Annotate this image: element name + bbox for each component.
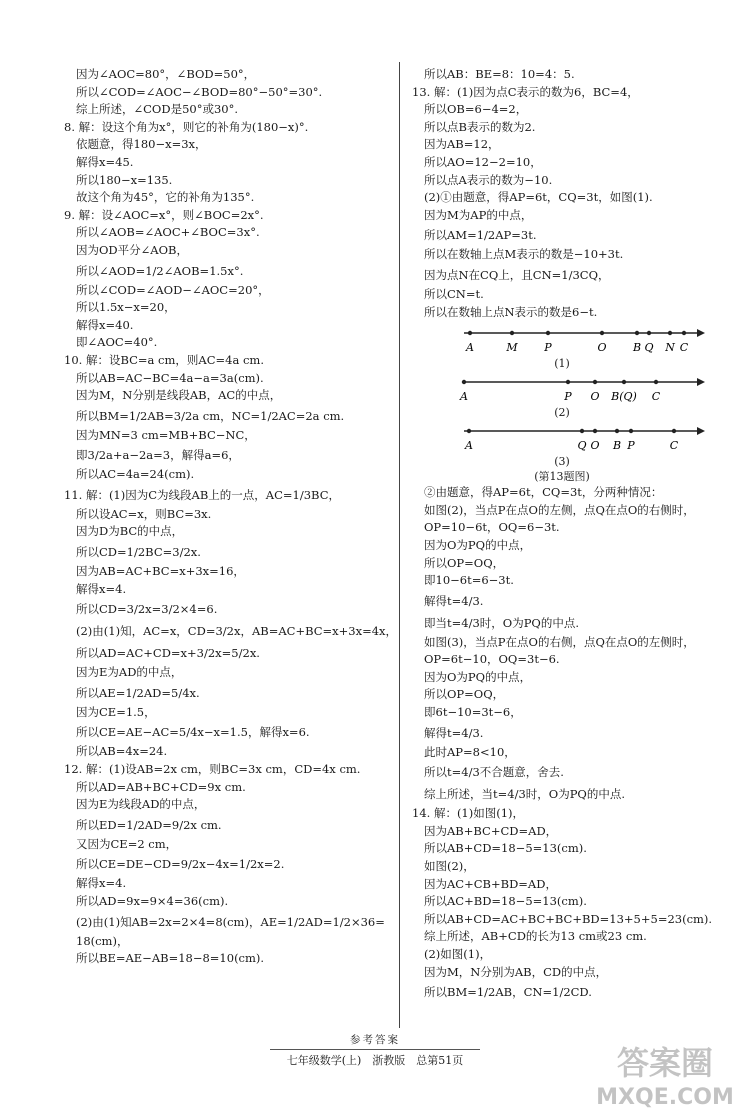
answer-line: 解得x=4. [76, 581, 127, 596]
answer-line: (2)①由题意，得AP=6t，CQ=3t，如图(1). [424, 190, 653, 205]
answer-line: 所以1.5x−x=20， [76, 300, 176, 315]
answer-line: 所以CD=1/2BC=3/2x. [76, 545, 201, 560]
answer-line: 8. 解：设这个角为x°，则它的补角为(180−x)°. [64, 119, 309, 134]
number-line-arrow [697, 427, 705, 435]
point-label: O [597, 341, 607, 355]
answer-line: 所以BE=AE−AB=18−8=10(cm). [76, 951, 265, 966]
point-marker [647, 331, 651, 335]
answer-line: 所以AO=12−2=10， [424, 154, 542, 169]
point-label: Q [577, 439, 587, 453]
number-line-2 [412, 370, 712, 406]
point-label: M [506, 341, 518, 355]
point-label: A [460, 390, 468, 404]
point-marker [546, 331, 550, 335]
right-column-top [412, 66, 712, 321]
point-marker [635, 331, 639, 335]
answer-line: 解得t=4/3. [424, 725, 484, 740]
answer-line: 即6t−10=3t−6， [424, 705, 522, 720]
answer-line: 所以CE=AE−AC=5/4x−x=1.5，解得x=6. [76, 725, 310, 740]
number-line-arrow [697, 329, 705, 337]
answer-line: (2)如图(1)， [424, 947, 492, 961]
answer-line: 所以AD=9x=9×4=36(cm). [76, 894, 229, 908]
number-line-1 [412, 321, 712, 357]
figure-13-2 [412, 370, 712, 419]
answer-line: 又因为CE=2 cm， [76, 836, 178, 851]
answer-line: 所以CN=t. [424, 286, 484, 301]
figure-13-1 [412, 321, 712, 370]
point-label: P [564, 390, 572, 404]
left-column [64, 66, 398, 968]
point-marker [682, 331, 686, 335]
answer-line: 所以ED=1/2AD=9/2x cm. [76, 817, 222, 832]
watermark-text-2: MXQE.COM [596, 1085, 734, 1110]
point-label: B(Q) [611, 390, 637, 404]
point-marker [593, 380, 597, 384]
answer-line: 所以点A表示的数为−10. [424, 172, 553, 187]
point-label: O [590, 390, 600, 404]
answer-line: 因为CE=1.5， [76, 704, 156, 719]
answer-line: 所以在数轴上点M表示的数是−10+3t. [424, 247, 624, 262]
answer-line: 所以AB：BE=8：10=4：5. [424, 67, 575, 81]
answer-line: 9. 解：设∠AOC=x°，则∠BOC=2x°. [64, 207, 264, 222]
answer-line: 解得t=4/3. [424, 593, 484, 608]
answer-line: 14. 解：(1)如图(1)， [412, 806, 525, 821]
point-marker [622, 380, 626, 384]
answer-line: 解得x=45. [76, 154, 134, 169]
answer-line: 因为∠AOC=80°，∠BOD=50°， [76, 67, 256, 81]
answer-line: 所以t=4/3不合题意，舍去. [424, 765, 564, 780]
answer-line: 所以∠COD=∠AOD−∠AOC=20°， [76, 282, 270, 297]
answer-line: (2)由(1)知AB=2x=2×4=8(cm)，AE=1/2AD=1/2×36= [76, 914, 385, 929]
answer-line: 所以OP=OQ， [424, 555, 505, 570]
footer-page-info: 七年级数学(上) 浙教版 总第51页 [286, 1054, 464, 1067]
point-label: A [465, 439, 473, 453]
answer-line: 综上所述，AB+CD的长为13 cm或23 cm. [424, 929, 647, 944]
figure-title: (第13题图) [534, 470, 590, 484]
answer-line: 因为AB=12， [424, 137, 500, 152]
right-column [412, 66, 712, 1003]
answer-line: 解得x=40. [76, 317, 134, 332]
column-divider [399, 62, 400, 1028]
answer-line: 如图(2)， [424, 859, 475, 874]
point-marker [629, 429, 633, 433]
point-marker [672, 429, 676, 433]
answer-line: 所以CD=3/2x=3/2×4=6. [76, 602, 218, 617]
point-marker [580, 429, 584, 433]
point-marker [510, 331, 514, 335]
answer-line: 此时AP=8<10， [424, 744, 516, 759]
answer-line: 所以AB+CD=AC+BC+BC+BD=13+5+5=23(cm). [424, 911, 713, 926]
answer-line: 所以∠AOD=1/2∠AOB=1.5x°. [76, 263, 244, 278]
answer-line: 因为MN=3 cm=MB+BC−NC， [76, 427, 256, 442]
answer-line: 因为O为PQ的中点， [424, 537, 532, 552]
answer-line: 如图(3)，当点P在点O的右侧，点Q在点O的左侧时， [424, 634, 695, 649]
figure-caption-3: (3) [554, 455, 570, 469]
answer-line: 因为E为AD的中点， [76, 665, 183, 680]
answer-line: 因为M，N分别为AB，CD的中点， [424, 964, 608, 979]
point-label: B [612, 439, 622, 453]
point-marker [462, 380, 466, 384]
answer-line: 因为点N在CQ上，且CN=1/3CQ， [424, 267, 610, 282]
point-marker [467, 429, 471, 433]
point-label: C [669, 439, 679, 453]
answer-line: (2)由(1)知，AC=x，CD=3/2x，AB=AC+BC=x+3x=4x， [76, 624, 398, 639]
answer-line: 即10−6t=6−3t. [424, 573, 514, 588]
answer-line: 所以AB=AC−BC=4a−a=3a(cm). [76, 370, 264, 385]
footer-title: 参考答案 [350, 1034, 400, 1046]
answer-line: 所以∠AOB=∠AOC+∠BOC=3x°. [76, 225, 260, 240]
answer-line: 所以AB=4x=24. [76, 744, 168, 759]
answer-line: 13. 解：(1)因为点C表示的数为6，BC=4， [412, 84, 639, 99]
answer-line: 即当t=4/3时，O为PQ的中点. [424, 615, 580, 630]
answer-line: ②由题意，得AP=6t，CQ=3t，分两种情况： [424, 485, 663, 500]
footer-rule [270, 1049, 480, 1050]
answer-line: 10. 解：设BC=a cm，则AC=4a cm. [64, 352, 264, 367]
answer-line: 所以AB+CD=18−5=13(cm). [424, 841, 587, 856]
point-label: C [679, 341, 689, 355]
answer-line: 所以180−x=135. [76, 172, 173, 187]
figure-caption-2: (2) [554, 406, 570, 420]
answer-line: 所以OB=6−4=2， [424, 102, 528, 117]
answer-line: 综上所述，∠COD是50°或30°. [76, 102, 239, 117]
answer-line: 所以AC+BD=18−5=13(cm). [424, 894, 587, 909]
answer-line: 所以AM=1/2AP=3t. [424, 228, 537, 243]
answer-line: 18(cm)， [76, 933, 129, 948]
answer-line: 所以AC=4a=24(cm). [76, 467, 195, 482]
point-label: N [665, 341, 675, 355]
point-label: A [466, 341, 474, 355]
answer-line: 因为AB=AC+BC=x+3x=16， [76, 564, 245, 579]
point-label: P [544, 341, 552, 355]
answer-line: 所以AE=1/2AD=5/4x. [76, 685, 200, 700]
figure-caption-1: (1) [554, 357, 570, 371]
watermark-logo [590, 1036, 740, 1112]
answer-line: 所以CE=DE−CD=9/2x−4x=1/2x=2. [76, 857, 285, 872]
answer-line: 解得x=4. [76, 876, 127, 891]
answer-line: 所以∠COD=∠AOC−∠BOD=80°−50°=30°. [76, 84, 323, 99]
point-marker [566, 380, 570, 384]
number-line-3 [412, 419, 712, 455]
answer-line: 因为M为AP的中点， [424, 207, 533, 222]
point-marker [600, 331, 604, 335]
answer-line: OP=10−6t，OQ=6−3t. [424, 520, 560, 535]
answer-line: 所以AD=AB+BC+CD=9x cm. [76, 779, 246, 794]
answer-line: 所以OP=OQ， [424, 687, 505, 702]
number-line-arrow [697, 378, 705, 386]
point-label: O [590, 439, 600, 453]
watermark-text-1: 答案圈 [616, 1044, 714, 1082]
answer-line: 综上所述，当t=4/3时，O为PQ的中点. [424, 787, 626, 802]
point-marker [668, 331, 672, 335]
answer-line: 如图(2)，当点P在点O的左侧，点Q在点O的右侧时， [424, 502, 695, 517]
answer-line: OP=6t−10，OQ=3t−6. [424, 652, 560, 667]
point-label: B [632, 341, 642, 355]
answer-line: 故这个角为45°，它的补角为135°. [76, 190, 255, 205]
answer-line: 12. 解：(1)设AB=2x cm，则BC=3x cm，CD=4x cm. [64, 762, 361, 777]
answer-line: 依题意，得180−x=3x， [76, 137, 207, 152]
point-label: P [627, 439, 635, 453]
point-marker [654, 380, 658, 384]
answer-line: 因为M，N分别是线段AB，AC的中点， [76, 388, 282, 403]
answer-line: 因为O为PQ的中点， [424, 669, 532, 684]
answer-line: 所以BM=1/2AB=3/2a cm，NC=1/2AC=2a cm. [76, 408, 345, 423]
answer-line: 即3/2a+a−2a=3，解得a=6， [76, 448, 240, 463]
answer-line: 所以点B表示的数为2. [424, 119, 536, 134]
answer-line: 所以BM=1/2AB，CN=1/2CD. [424, 985, 592, 1000]
answer-line: 因为D为BC的中点， [76, 524, 184, 539]
point-label: C [651, 390, 661, 404]
answer-line: 所以AD=AC+CD=x+3/2x=5/2x. [76, 646, 260, 661]
point-label: Q [644, 341, 654, 355]
answer-line: 即∠AOC=40°. [76, 335, 158, 350]
point-marker [593, 429, 597, 433]
answer-line: 因为AC+CB+BD=AD， [424, 876, 557, 891]
answer-line: 因为OD平分∠AOB， [76, 242, 188, 257]
answer-line: 11. 解：(1)因为C为线段AB上的一点，AC=1/3BC， [64, 487, 340, 502]
point-marker [615, 429, 619, 433]
figure-13-3 [412, 419, 712, 468]
answer-line: 所以在数轴上点N表示的数是6−t. [424, 304, 598, 319]
right-column-bottom [412, 484, 712, 1003]
point-marker [468, 331, 472, 335]
answer-line: 因为E为线段AD的中点， [76, 797, 206, 812]
answer-line: 所以设AC=x，则BC=3x. [76, 506, 212, 521]
answer-line: 因为AB+BC+CD=AD， [424, 823, 558, 838]
